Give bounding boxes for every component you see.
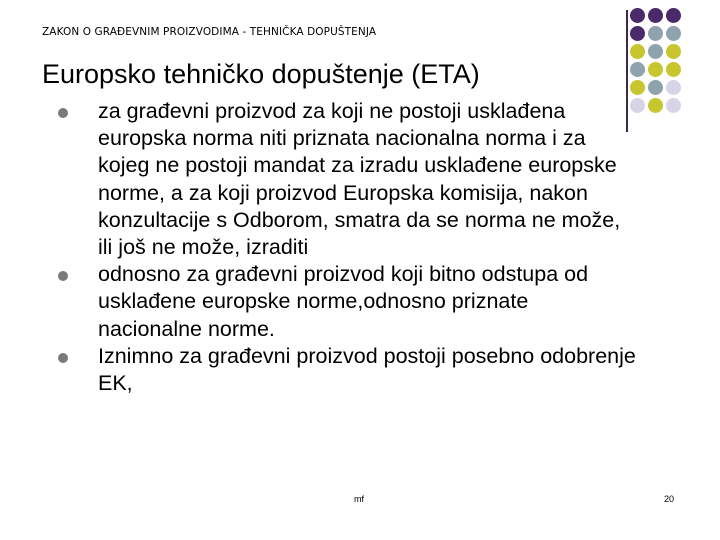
footer-page-number: 20 <box>664 494 675 504</box>
decorative-dot <box>666 44 681 59</box>
decorative-dot <box>630 44 645 59</box>
bullet-item <box>58 261 638 343</box>
decorative-dot <box>630 26 645 41</box>
slide-title: Europsko tehničko dopuštenje (ETA) <box>42 59 480 89</box>
decorative-dot <box>666 80 681 95</box>
bullet-item <box>58 98 638 261</box>
decorative-dot <box>648 80 663 95</box>
decorative-dot <box>666 26 681 41</box>
slide-header: ZAKON O GRAĐEVNIM PROIZVODIMA - TEHNIČKA DOPUŠTENJA <box>42 26 377 38</box>
bullet-icon <box>58 353 68 363</box>
decorative-dot <box>666 62 681 77</box>
bullet-icon <box>58 108 68 118</box>
bullet-text: za građevni proizvod za koji ne postoji usklađena europska norma niti priznata nacionalna norma i za kojeg ne postoji mandat za izradu usklađene europske norme, a za koji proizvod Europska komisija, nakon konzultacije s Odborom, smatra da se norma ne može, ili još ne može, izraditi <box>98 99 621 260</box>
decorative-dot <box>666 8 681 23</box>
decorative-dot <box>666 98 681 113</box>
decorative-dot <box>648 26 663 41</box>
bullet-list <box>58 98 638 397</box>
decorative-dot <box>648 98 663 113</box>
footer-author: mf <box>354 494 364 504</box>
decorative-dot <box>648 62 663 77</box>
bullet-icon <box>58 271 68 281</box>
decorative-dot <box>630 62 645 77</box>
decorative-dot <box>648 8 663 23</box>
decorative-dot <box>630 80 645 95</box>
bullet-text: odnosno za građevni proizvod koji bitno odstupa od usklađene europske norme,odnosno priznate nacionalne norme. <box>98 262 589 341</box>
bullet-text: Iznimno za građevni proizvod postoji posebno odobrenje EK, <box>98 343 636 396</box>
decorative-dot <box>630 8 645 23</box>
bullet-item <box>58 343 638 397</box>
decorative-dot <box>648 44 663 59</box>
